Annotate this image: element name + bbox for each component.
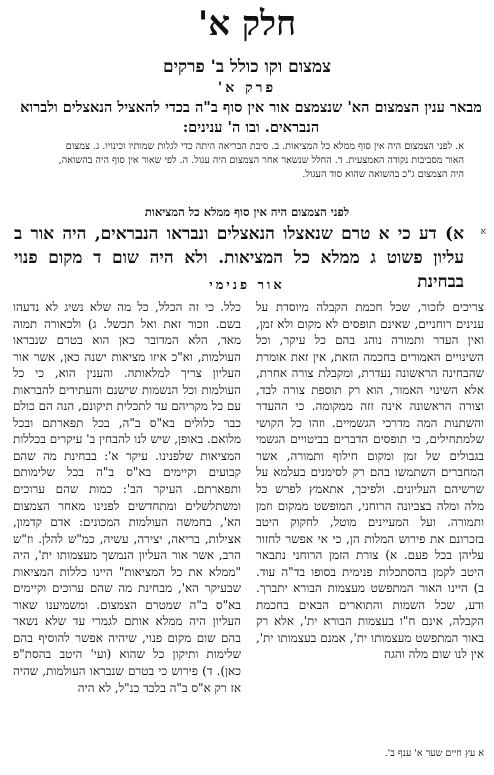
part-title: חלק א' — [197, 4, 297, 44]
chapter-summary: מבאר ענין הצמצום הא' שנצמצם אור אין סוף ב"ה בכדי להאציל הנאצלים ולברוא הנבראים. ובו ה' ענינים: — [20, 99, 482, 136]
chapter-points: א. לפני הצמצום היה אין סוף ממלא כל המציאות. ב. סיבת הבריאה היתה כדי לגלות שמותיו וכינויו. ג. צמצום האור מסביבות נקודה האמצעית. ד. החלל שנשאר אחר הצמצום היה עגול. ה. לפי שאור אין סוף היה בהשואה, היה הצמצום ג"כ בהשואה שהוא סוד העגול. — [58, 141, 464, 180]
section-heading: לפני הצמצום היה אין סוף ממלא כל המציאות — [144, 205, 350, 219]
footnote-marker: א — [480, 227, 486, 237]
chapter-heading: פרק א' — [217, 80, 277, 96]
commentary-heading: אור פנימי — [209, 278, 285, 293]
part-subtitle: צמצום וקו כולל ב' פרקים — [162, 57, 332, 77]
commentary-column-left: כלל. כי זה הכלל, כל מה שלא נשיג לא נדעהו בשם. וזכור זאת ואל תכשל. ג) ולכאורה תמוה מאד, הלא המדובר כאן הוא בטרם שנבראו העולמות, וא"כ איזו מציאות ישנה כאן, אשר אור העליון צריך למלאותה. והענין הוא, כי כל העולמות וכל הנשמות שישנם והעתידים להבראות עם כל מקריהם עד לתכלית תיקונם, הנה הם כולם כבר כלולים בא"ס ב"ה, בכל תפארתם ובכל מלואם. באופן, שיש לנו להבחין ב' עיקרים בכללות המציאות שלפנינו. עיקר א': בבחינת מה שהם קבועים וקיימים בא"ס ב"ה בכל שלימותם ותפארתם. העיקר הב': כמות שהם ערוכים ומשתלשלים ומתחדשים לפנינו מאחר הצמצום הא', בחמשה העולמות המכונים: אדם קדמון, אצילות, בריאה, יצירה, עשיה, כמ"ש להלן. וז"ש הרב, אשר אור העליון הנמשך מעצמותו ית', היה "ממלא את כל המציאות" היינו כללות המציאות שבעיקר הא', מבחינת מה שהם ערוכים וקיימים בא"ס ב"ה שמטרם הצמצום. ומשמיענו שאור העליון היה ממלא אותם לגמרי עד שלא נשאר בהם שום מקום פנוי, שיהיה אפשר להוסיף בהם שלימות ותיקון כל שהוא (ועי' היטב בהסת"פ כאן). ד) פירוש כי בטרם שנבראו העולמות, שהיה אז רק א"ס ב"ה בלבד כנ"ל, לא היה — [13, 300, 241, 695]
footnote: א עץ חיים שער א' ענף ב'. — [384, 748, 484, 759]
main-text: א) דע כי א טרם שנאצלו הנאצלים ונבראו הנבראים, היה אור ב עליון פשוט ג ממלא כל המציאות. ולא היה שום ד מקום פנוי בבחינת — [14, 224, 464, 292]
commentary-column-right: צריכים לזכור, שכל חכמת הקבלה מיוסדת על ענינים רוחניים, שאינם תופסים לא מקום ולא זמן, ואין העדר ותמורה נוהג בהם כל עיקר, וכל השינויים האמורים בחכמה הזאת, אין זאת אומרת שהבחינה הראשונה נעדרת, ומקבלת צורה אחרת, אלא השינוי האמור, הוא רק תוספת צורה לבד, וצורה הראשונה אינה זזה ממקומה. כי ההעדר והשתנות המה מדרכי הגשמיים. וזהו כל הקושי שלמתחילים, כי תופסים הדברים בביטויים הגשמי בגבולים של זמן ומקום חילוף ותמורה, אשר המחברים השתמשו בהם רק לסימנים בעלמא על שרשיהם העליונים. ולפיכך, אתאמץ לפרש כל מלה ומלה בצביונה הרוחני, המופשט ממקום וזמן ותמורה. ועל המעיינים מוטל, לחקוק היטב בזכרונם את פירוש המלות הן, כי אי אפשר לחזור עליהן בכל פעם. א) צורת הזמן הרוחני נתבאר היטב לקמן בהסתכלות פנימית בסופו בד"ה עוד. ב) היינו האור המתפשט מעצמות הבורא יתברך. ודע, שכל השמות והתוארים הבאים בחכמת הקבלה, אינם ח"ו בעצמות הבורא ית', אלא רק באור המתפשט מעצמותו ית', אמנם בעצמותו ית', אין לנו שום מלה והגה — [256, 300, 484, 662]
